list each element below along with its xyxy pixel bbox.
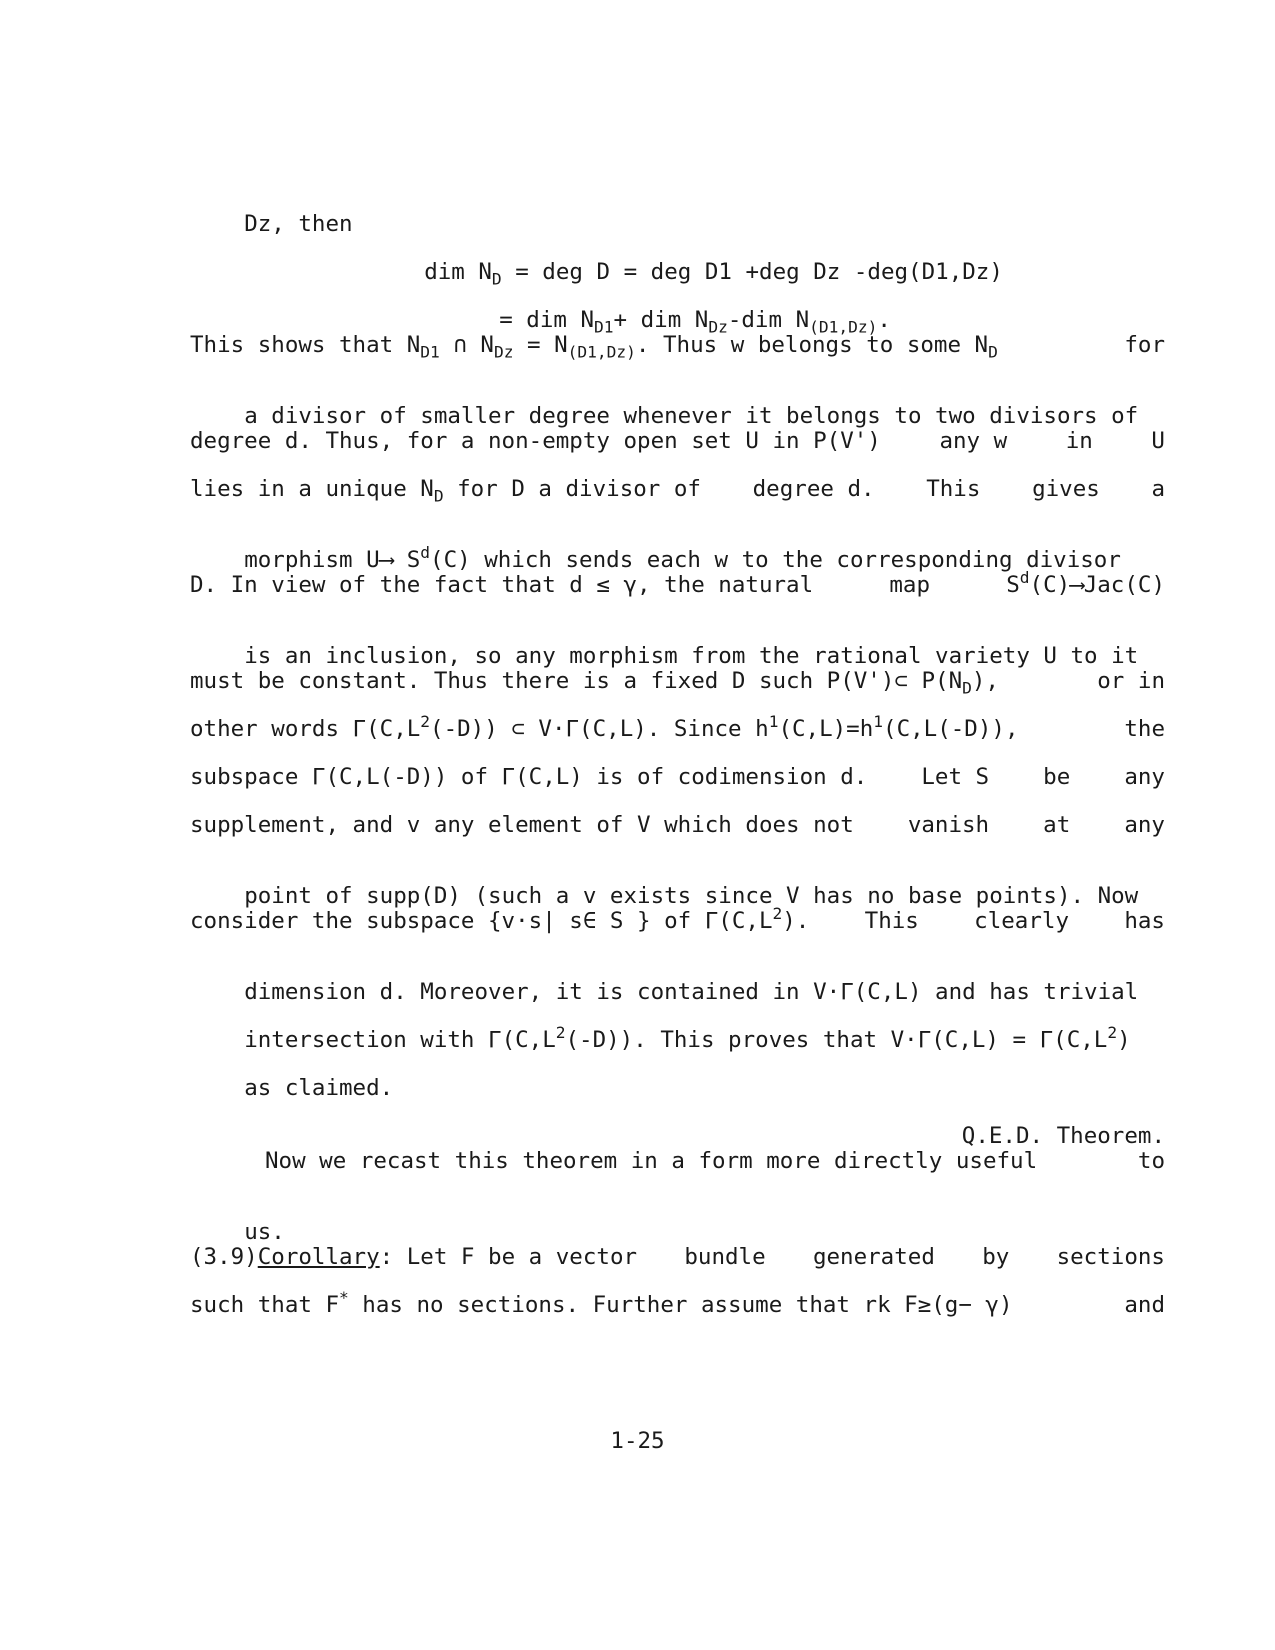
text-segment (1006, 568, 1165, 598)
text-run: us. (244, 1218, 285, 1245)
text-run: lies in a unique N (190, 476, 434, 502)
text-run: = deg D = deg D1 +deg Dz -deg(D1,Dz) (501, 258, 1003, 285)
text-line (190, 904, 1165, 934)
text-run: (C) which sends each w to the corresponding divisor (430, 546, 1121, 573)
subscript: (D1,Dz) (567, 342, 636, 362)
text-segment: or in (1097, 668, 1165, 694)
subscript: (D1,Dz) (809, 317, 878, 337)
text-segment: supplement, and v any element of V which does not (190, 812, 854, 838)
superscript: 2 (1107, 1022, 1118, 1042)
subscript: D (491, 269, 502, 289)
text-segment: the (1124, 716, 1165, 742)
text-run: is an inclusion, so any morphism from the rational variety U to it (244, 642, 1139, 669)
text-run: (3.9) (190, 1244, 258, 1270)
text-run: (C)⟶Jac(C) (1029, 572, 1165, 598)
text-run: consider the subspace {v·s| s∈ S } of Γ(C,L (190, 908, 773, 934)
text-run: = dim N (499, 306, 595, 333)
text-segment: D. In view of the fact that d ≤ γ, the natural (190, 572, 814, 598)
text-run: for D a divisor of (443, 476, 701, 502)
text-run: S (1006, 572, 1020, 598)
text-line (190, 476, 1165, 506)
text-segment: This (864, 908, 919, 934)
text-run: (C,L)=h (778, 716, 874, 742)
text-run: dimension d. Moreover, it is contained in V·Γ(C,L) and has trivial (244, 978, 1139, 1005)
text-segment: degree d. (752, 476, 875, 502)
superscript: * (339, 1288, 349, 1308)
text-segment: Let S (921, 764, 990, 790)
text-line (265, 1150, 1165, 1173)
text-line (190, 712, 1165, 742)
superscript: 1 (873, 712, 884, 732)
subscript: D (433, 486, 444, 506)
text-run: This shows that N (190, 332, 421, 358)
text-run: = N (513, 332, 568, 358)
text-line (190, 1288, 1165, 1318)
text-segment: be (1043, 764, 1071, 790)
text-segment: sections (1056, 1244, 1165, 1270)
text-segment: any (1124, 812, 1165, 838)
text-segment: to (1137, 1148, 1165, 1174)
corollary-heading: Corollary (257, 1244, 380, 1270)
text-segment: degree d. Thus, for a non-empty open set U in P(V') (190, 428, 881, 454)
text-segment: for (1124, 332, 1165, 358)
text-segment: Now we recast this theorem in a form more directly useful (265, 1148, 1038, 1174)
subscript: Dz (708, 317, 728, 337)
text-run: morphism U⟶ S (244, 546, 421, 573)
text-run: point of supp(D) (such a v exists since V has no base points). Now (244, 882, 1139, 909)
text-run: Q.E.D. Theorem. (961, 1122, 1165, 1149)
text-run: intersection with Γ(C,L (244, 1026, 556, 1053)
text-line (190, 668, 1165, 698)
subscript: D1 (420, 342, 440, 362)
text-run: . Thus w belongs to some N (635, 332, 989, 358)
corollary-line (190, 1246, 1165, 1269)
text-run: such that F (190, 1292, 340, 1318)
text-segment: This (926, 476, 981, 502)
superscript: 2 (420, 712, 431, 732)
text-run: ∩ N (439, 332, 494, 358)
text-segment: vanish (907, 812, 990, 838)
text-segment: subspace Γ(C,L(-D)) of Γ(C,L) is of codimension d. (190, 764, 868, 790)
text-segment: generated (812, 1244, 935, 1270)
text-segment: and (1124, 1292, 1165, 1318)
text-line (190, 814, 1165, 837)
text-run: (-D)) ⊂ V·Γ(C,L). Since h (430, 716, 769, 742)
text-run: has no sections. Further assume that rk F≥(g− γ) (348, 1292, 1013, 1318)
text-run: (-D)). This proves that V·Γ(C,L) = Γ(C,L (565, 1026, 1108, 1053)
text-segment: any (1124, 764, 1165, 790)
text-line (190, 568, 1165, 598)
text-segment: map (889, 572, 930, 598)
text-segment: a (1151, 476, 1165, 502)
text-run: dim N (424, 258, 492, 285)
text-run: : Let F be a vector (379, 1244, 638, 1270)
text-segment: in (1065, 428, 1093, 454)
text-segment (190, 1246, 637, 1269)
text-run: + dim N (613, 306, 709, 333)
text-segment (190, 904, 810, 934)
text-segment (190, 476, 701, 506)
subscript: D (962, 678, 972, 698)
text-run: other words Γ(C,L (190, 716, 421, 742)
text-segment: by (982, 1244, 1010, 1270)
text-line (190, 332, 1165, 362)
text-run: as claimed. (244, 1074, 394, 1101)
text-run: a divisor of smaller degree whenever it belongs to two divisors of (244, 402, 1139, 429)
text-line (190, 766, 1165, 789)
text-segment: bundle (684, 1244, 766, 1270)
text-run: . (877, 306, 891, 333)
superscript: 2 (555, 1022, 566, 1042)
text-segment (190, 1288, 1013, 1318)
subscript: D (988, 342, 998, 362)
text-line (190, 430, 1165, 453)
text-run: (C,L(-D)), (883, 716, 1019, 742)
text-segment: U (1151, 428, 1165, 454)
subscript: D1 (594, 317, 614, 337)
text-run: Dz, then (244, 210, 353, 237)
text-segment (190, 712, 1019, 742)
text-segment: at (1043, 812, 1071, 838)
text-segment: gives (1032, 476, 1100, 502)
text-run: ) (1117, 1026, 1131, 1053)
text-run: -dim N (727, 306, 810, 333)
superscript: d (1019, 568, 1030, 588)
text-segment: clearly (974, 908, 1069, 934)
page-number: 1-25 (610, 1428, 665, 1454)
text-run: ). (782, 908, 810, 934)
text-segment (190, 332, 998, 362)
text-segment: any w (939, 428, 1008, 454)
text-segment: has (1124, 908, 1165, 934)
text-segment (190, 668, 999, 698)
superscript: 1 (768, 712, 779, 732)
superscript: 2 (772, 904, 783, 924)
text-run: must be constant. Thus there is a fixed D such P(V')⊂ P(N (190, 668, 963, 694)
text-run: ), (971, 668, 999, 694)
subscript: Dz (493, 342, 514, 362)
superscript: d (420, 542, 431, 562)
